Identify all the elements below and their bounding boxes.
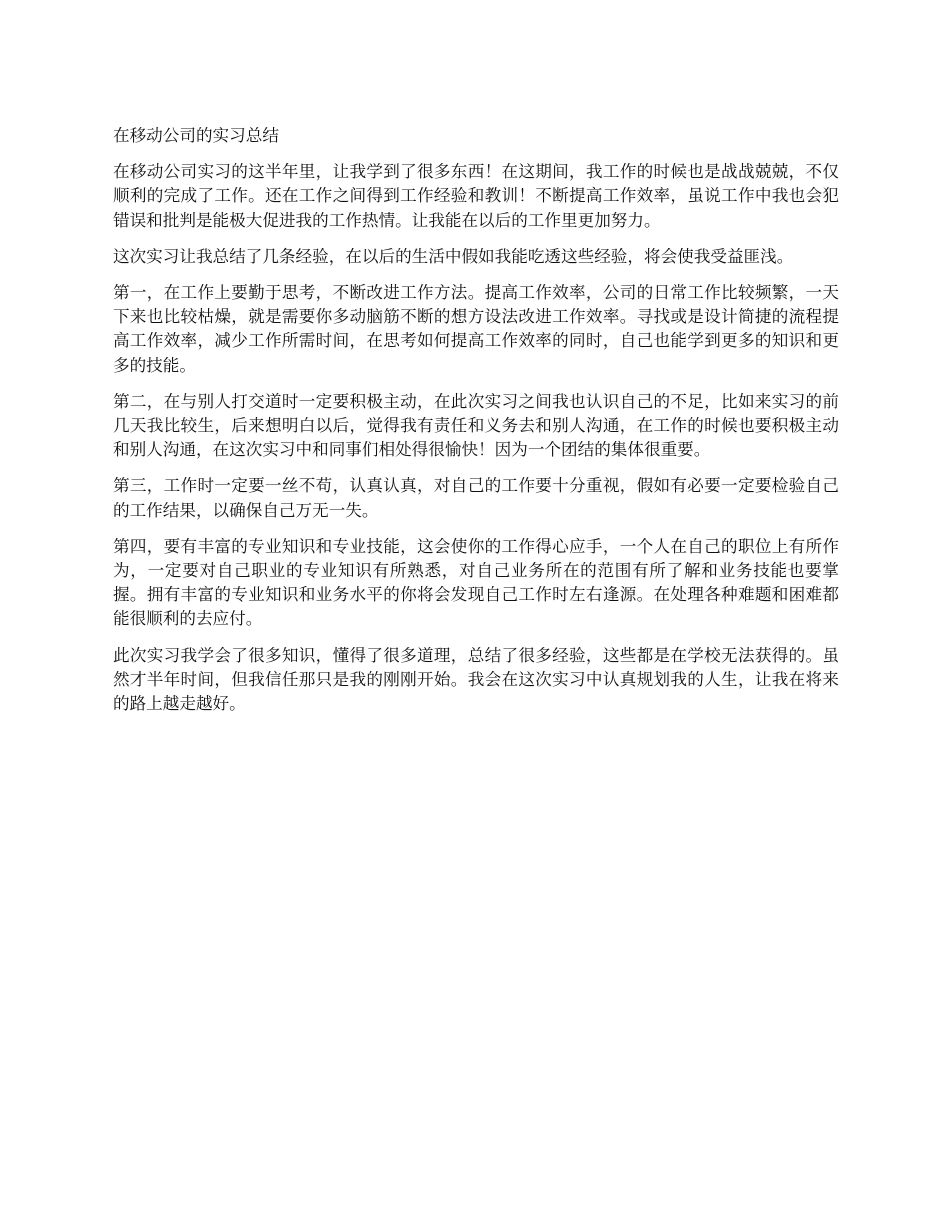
paragraph: 这次实习让我总结了几条经验，在以后的生活中假如我能吃透这些经验，将会使我受益匪浅。	[113, 246, 794, 266]
paragraph: 第一，在工作上要勤于思考，不断改进工作方法。提高工作效率，公司的日常工作比较频繁，一天下来也比较枯燥，就是需要你多动脑筋不断的想方设法改进工作效率。寻找或是设计简捷的流程提高工作效率，减少工作所需时间，在思考如何提高工作效率的同时，自己也能学到更多的知识和更多的技能。	[113, 283, 839, 375]
document-title: 在移动公司的实习总结	[113, 126, 279, 145]
paragraph: 此次实习我学会了很多知识，懂得了很多道理，总结了很多经验，这些都是在学校无法获得的。虽然才半年时间，但我信任那只是我的刚刚开始。我会在这次实习中认真规划我的人生，让我在将来的路上越走越好。	[113, 645, 839, 714]
paragraph: 第二，在与别人打交道时一定要积极主动，在此次实习之间我也认识自己的不足，比如来实习的前几天我比较生，后来想明白以后，觉得我有责任和义务去和别人沟通，在工作的时候也要积极主动和别人沟通，在这次实习中和同事们相处得很愉快！因为一个团结的集体很重要。	[113, 391, 839, 460]
paragraph: 第三，工作时一定要一丝不苟，认真认真，对自己的工作要十分重视，假如有必要一定要检验自己的工作结果，以确保自己万无一失。	[113, 476, 839, 520]
paragraph: 在移动公司实习的这半年里，让我学到了很多东西！在这期间，我工作的时候也是战战兢兢，不仅顺利的完成了工作。还在工作之间得到工作经验和教训！不断提高工作效率，虽说工作中我也会犯错误和批判是能极大促进我的工作热情。让我能在以后的工作里更加努力。	[113, 162, 839, 230]
paragraph: 第四，要有丰富的专业知识和专业技能，这会使你的工作得心应手，一个人在自己的职位上有所作为，一定要对自己职业的专业知识有所熟悉，对自己业务所在的范围有所了解和业务技能也要掌握。拥有丰富的专业知识和业务水平的你将会发现自己工作时左右逢源。在处理各种难题和困难都能很顺利的去应付。	[113, 536, 839, 629]
document-body	[113, 124, 839, 728]
